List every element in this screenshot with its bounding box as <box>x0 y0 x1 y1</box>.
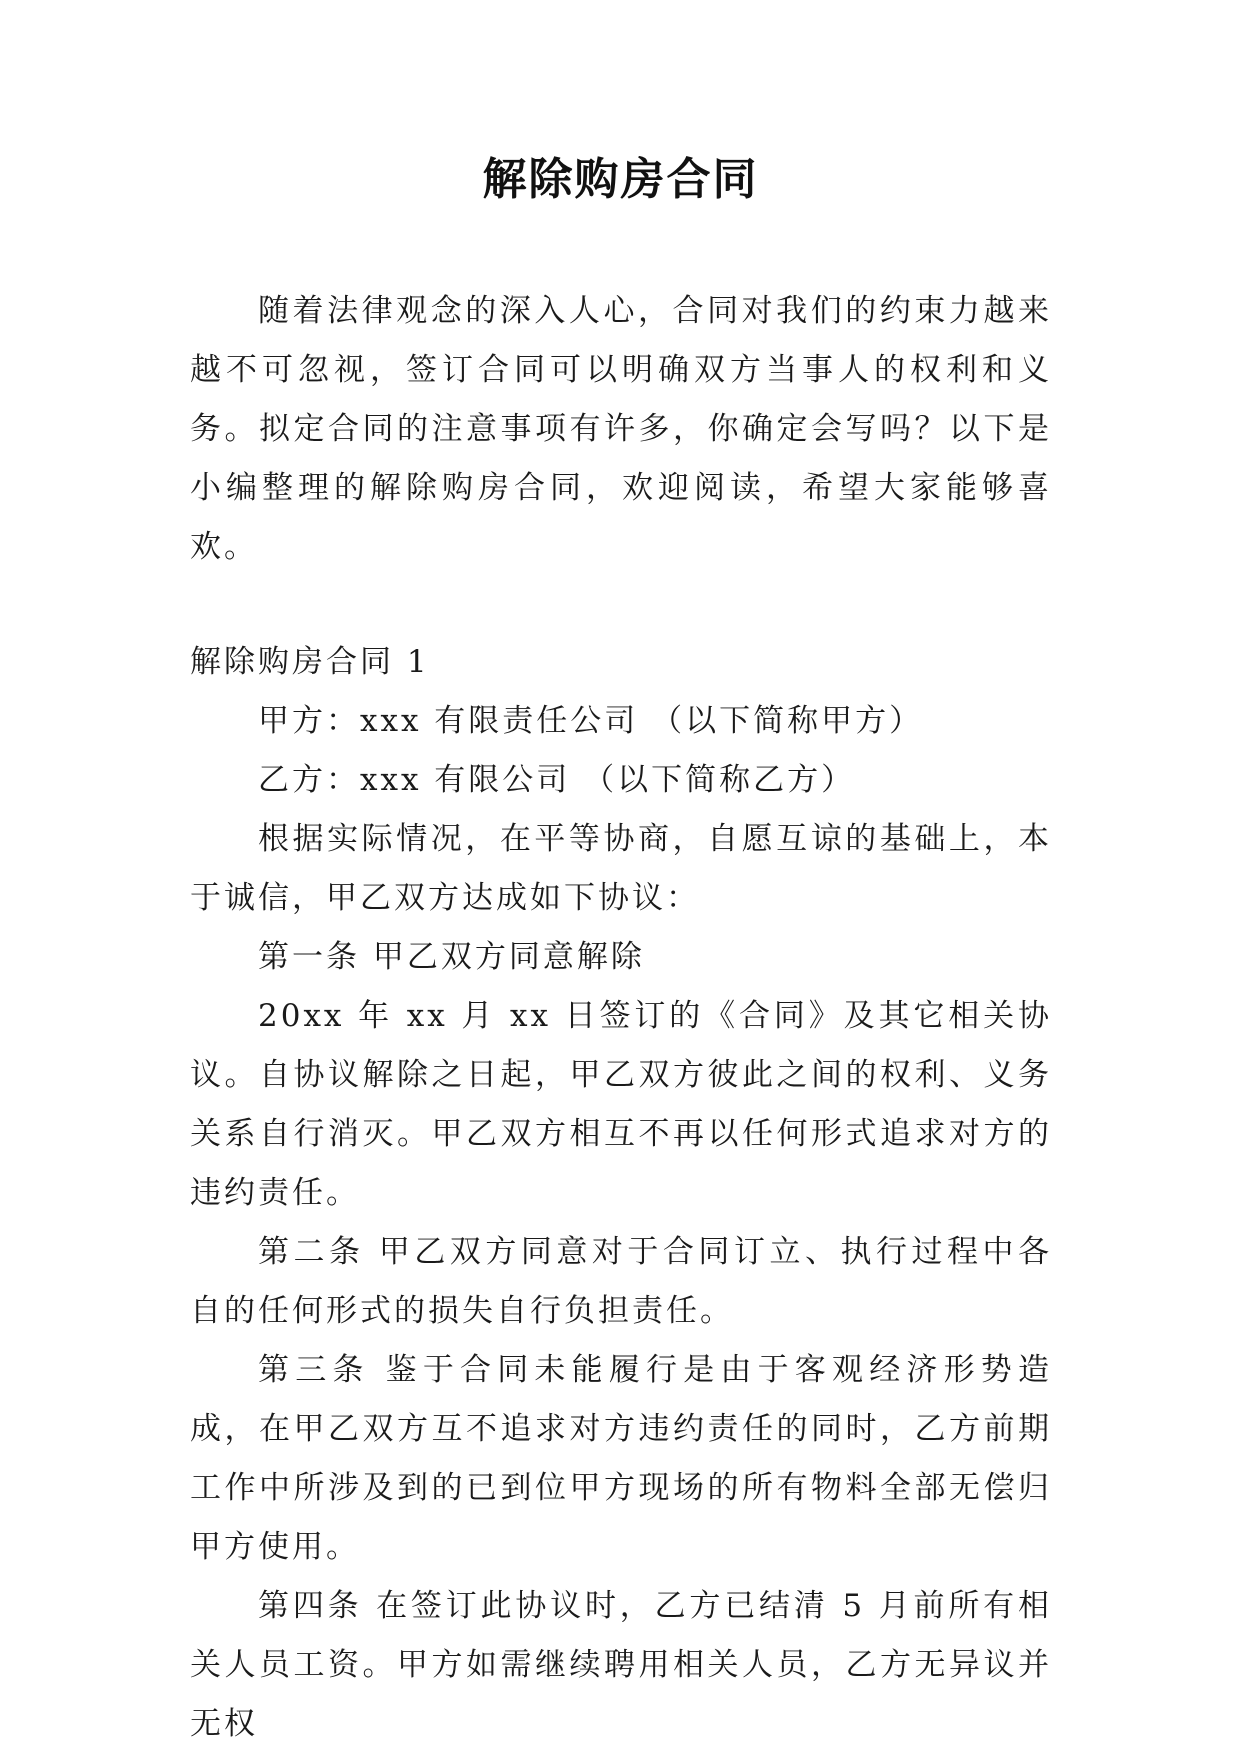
document-body <box>190 282 1052 1754</box>
party-a-line: 甲方：xxx 有限责任公司 （以下简称甲方） <box>258 703 924 739</box>
intro-paragraph: 随着法律观念的深入人心，合同对我们的约束力越来越不可忽视，签订合同可以明确双方当事人的权利和义务。拟定合同的注意事项有许多，你确定会写吗？以下是小编整理的解除购房合同，欢迎阅读，希望大家能够喜欢。 <box>190 293 1052 565</box>
article-2-paragraph: 第二条 甲乙双方同意对于合同订立、执行过程中各自的任何形式的损失自行负担责任。 <box>190 1234 1052 1329</box>
document-title: 解除购房合同 <box>482 154 759 205</box>
article-1-heading: 第一条 甲乙双方同意解除 <box>258 939 645 975</box>
preamble-paragraph: 根据实际情况，在平等协商，自愿互谅的基础上，本于诚信，甲乙双方达成如下协议： <box>190 821 1052 916</box>
article-3-paragraph: 第三条 鉴于合同未能履行是由于客观经济形势造成，在甲乙双方互不追求对方违约责任的同时，乙方前期工作中所涉及到的已到位甲方现场的所有物料全部无偿归甲方使用。 <box>190 1352 1052 1565</box>
section-heading: 解除购房合同 1 <box>190 644 430 680</box>
article-4-paragraph: 第四条 在签订此协议时，乙方已结清 5 月前所有相关人员工资。甲方如需继续聘用相关人员，乙方无异议并无权 <box>190 1588 1052 1742</box>
party-b-line: 乙方：xxx 有限公司 （以下简称乙方） <box>258 762 856 798</box>
article-1-paragraph: 20xx 年 xx 月 xx 日签订的《合同》及其它相关协议。自协议解除之日起，甲乙双方彼此之间的权利、义务关系自行消灭。甲乙双方相互不再以任何形式追求对方的违约责任。 <box>190 998 1052 1211</box>
